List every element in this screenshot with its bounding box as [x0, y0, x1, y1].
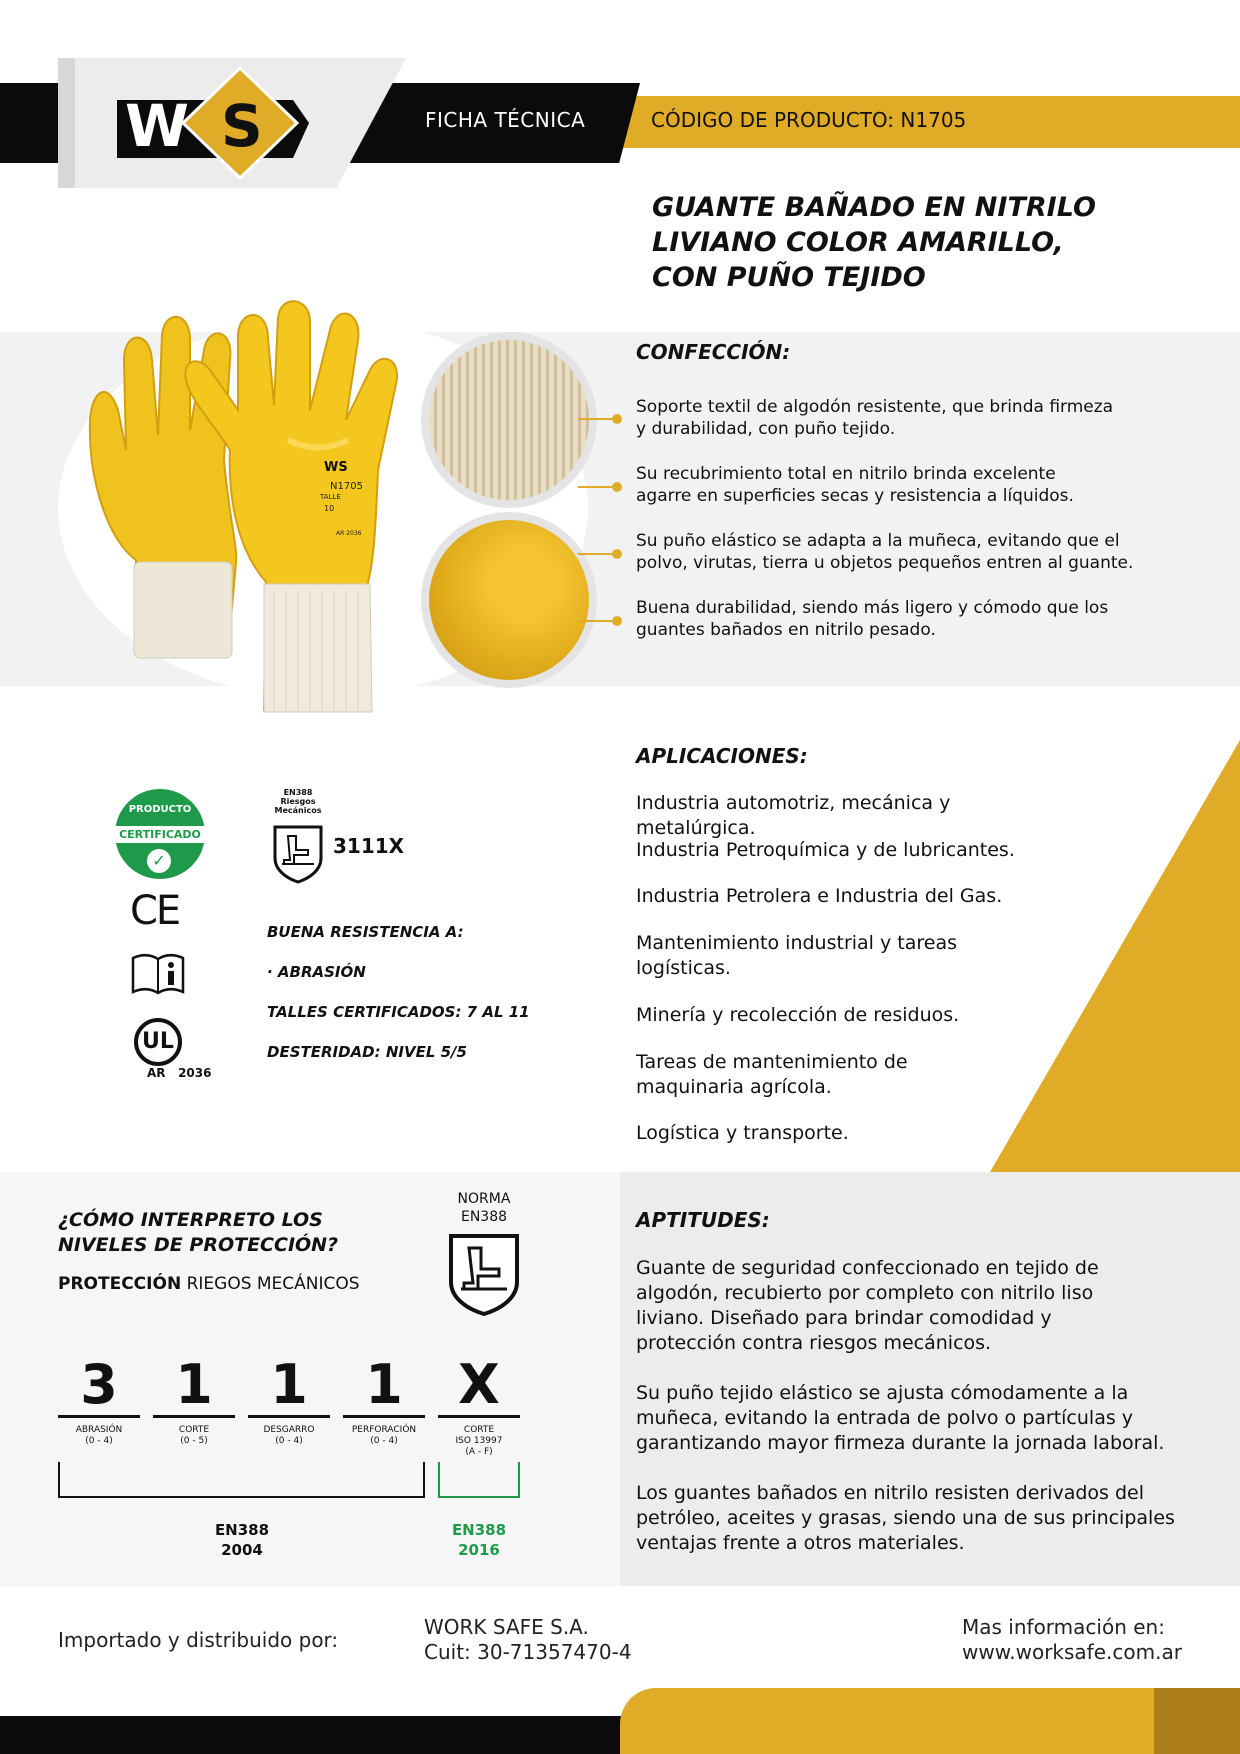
protection-type-rest: RIEGOS MECÁNICOS: [181, 1274, 360, 1294]
aplicacion-line: Logística y transporte.: [636, 1122, 849, 1144]
property-line: · ABRASIÓN: [267, 963, 366, 981]
ficha-tecnica-label: FICHA TÉCNICA: [425, 108, 586, 132]
en388-tag-line: EN388: [283, 788, 313, 797]
aptitudes-line: protección contra riesgos mecánicos.: [636, 1332, 992, 1354]
aplicacion-line: Industria Petrolera e Industria del Gas.: [636, 885, 1003, 907]
aptitudes-line: Su puño tejido elástico se ajusta cómodamente a la: [636, 1382, 1129, 1404]
connector-dot: [612, 549, 622, 559]
question-line: NIVELES DE PROTECCIÓN?: [58, 1234, 339, 1256]
aplicaciones-heading: APLICACIONES:: [636, 744, 808, 768]
fabric-texture-circle: [421, 332, 597, 508]
level-label: [153, 1425, 235, 1447]
level-label-line: DESGARRO: [263, 1425, 315, 1435]
level-abrasion: 3: [58, 1355, 140, 1418]
en388-shield-icon: [272, 824, 324, 884]
company-info: [424, 1615, 632, 1665]
confeccion-heading: CONFECCIÓN:: [636, 340, 791, 364]
title-line-2: LIVIANO COLOR AMARILLO,: [652, 227, 1064, 258]
footer-gold-bar: [620, 1688, 1240, 1754]
property-line: TALLES CERTIFICADOS: 7 AL 11: [267, 1003, 530, 1021]
confeccion-item-line: polvo, virutas, tierra u objetos pequeños entren al guante.: [636, 553, 1134, 573]
en388-shield-icon: [447, 1232, 521, 1318]
footer-dark-gold-block: [1154, 1688, 1240, 1754]
company-name: WORK SAFE S.A.: [424, 1615, 589, 1639]
importado-label: Importado y distribuido por:: [58, 1628, 339, 1652]
confeccion-item-line: Soporte textil de algodón resistente, que brinda firmeza: [636, 397, 1114, 417]
footer-black-bar: [0, 1716, 640, 1754]
aplicacion-item: [636, 931, 1056, 981]
more-info-label: Mas información en:: [962, 1615, 1165, 1639]
en388-tag-line: Riesgos: [280, 797, 316, 806]
confeccion-item-line: guantes bañados en nitrilo pesado.: [636, 620, 936, 640]
aptitudes-heading: APTITUDES:: [636, 1208, 770, 1232]
logo-letter-s: S: [221, 92, 263, 160]
en388-2016-label: [429, 1520, 529, 1560]
connector-dot: [612, 414, 622, 424]
level-label-line: (0 - 4): [275, 1436, 303, 1446]
badge-producto: PRODUCTO: [128, 804, 192, 815]
glove-image: [78, 300, 448, 720]
en388-tag: [270, 788, 326, 815]
level-label-line: (0 - 4): [85, 1436, 113, 1446]
level-label-line: ISO 13997: [455, 1436, 503, 1446]
confeccion-item: [636, 597, 1206, 641]
company-cuit: Cuit: 30-71357470-4: [424, 1640, 632, 1664]
en388-tag-line: Mecánicos: [274, 806, 322, 815]
norma-en388-label: [442, 1190, 526, 1226]
norma-line: NORMA: [457, 1191, 511, 1207]
level-perforacion: 1: [343, 1355, 425, 1418]
aptitudes-line: algodón, recubierto por completo con nitrilo liso: [636, 1282, 1094, 1304]
title-line-1: GUANTE BAÑADO EN NITRILO: [652, 192, 1096, 223]
level-label-line: CORTE: [463, 1425, 495, 1435]
aptitudes-line: petróleo, aceites y grasas, siendo una de sus principales: [636, 1507, 1175, 1529]
confeccion-item-line: y durabilidad, con puño tejido.: [636, 419, 896, 439]
property-line: DESTERIDAD: NIVEL 5/5: [267, 1043, 467, 1061]
ul-ar: AR: [147, 1066, 166, 1080]
level-desgarro: 1: [248, 1355, 330, 1418]
en388-2004-label: [192, 1520, 292, 1560]
ce-mark-icon: CE: [130, 888, 180, 934]
aptitudes-line: Guante de seguridad confeccionado en tejido de: [636, 1257, 1099, 1279]
aplicacion-line: Industria Petroquímica y de lubricantes.: [636, 839, 1015, 861]
en388-code: 3111X: [333, 834, 405, 858]
confeccion-item-line: Su puño elástico se adapta a la muñeca, evitando que el: [636, 531, 1120, 551]
en-year-line: 2016: [458, 1541, 500, 1559]
product-title: [652, 190, 1212, 295]
en-year-line: 2004: [221, 1541, 263, 1559]
norma-line: EN388: [460, 1209, 508, 1225]
level-label-line: (A - F): [465, 1447, 493, 1457]
aptitudes-paragraph-1: [636, 1256, 1226, 1356]
certified-product-badge: [115, 789, 205, 879]
level-label-line: (0 - 4): [370, 1436, 398, 1446]
aptitudes-line: ventajas frente a otros materiales.: [636, 1532, 965, 1554]
protection-type-bold: PROTECCIÓN: [58, 1274, 182, 1294]
level-label: [438, 1425, 520, 1458]
manual-info-icon: [130, 952, 186, 996]
en388-2004-bracket: [58, 1462, 425, 1498]
aplicacion-line: Mantenimiento industrial y tareas: [636, 932, 957, 954]
nitrile-texture-circle: [421, 512, 597, 688]
aplicacion-line: logísticas.: [636, 957, 731, 979]
aplicacion-item: [636, 791, 1056, 841]
ul-number: 2036: [178, 1066, 212, 1080]
glove-ar: AR 2036: [336, 530, 362, 537]
aptitudes-line: garantizando mayor firmeza durante la jornada laboral.: [636, 1432, 1165, 1454]
confeccion-item-line: Su recubrimiento total en nitrilo brinda excelente: [636, 464, 1056, 484]
level-label: [58, 1425, 140, 1447]
product-code: CÓDIGO DE PRODUCTO: N1705: [651, 108, 967, 132]
aplicacion-line: Minería y recolección de residuos.: [636, 1004, 960, 1026]
protection-type: [58, 1274, 360, 1294]
aplicacion-line: Industria automotriz, mecánica y metalúrgica.: [636, 792, 951, 839]
question-line: ¿CÓMO INTERPRETO LOS: [58, 1209, 323, 1231]
aplicacion-item: [636, 1050, 1056, 1100]
connector-dot: [612, 616, 622, 626]
connector-dot: [612, 482, 622, 492]
ul-code: [147, 1066, 211, 1080]
confeccion-item-line: Buena durabilidad, siendo más ligero y cómodo que los: [636, 598, 1109, 618]
en-year-line: EN388: [214, 1521, 270, 1539]
aptitudes-paragraph-3: [636, 1481, 1226, 1556]
logo-letter-w: W: [125, 92, 189, 160]
more-info: [962, 1615, 1182, 1665]
aplicacion-item: [636, 1003, 1056, 1028]
aptitudes-line: Los guantes bañados en nitrilo resisten derivados del: [636, 1482, 1145, 1504]
level-corte: 1: [153, 1355, 235, 1418]
aplicacion-line: Tareas de mantenimiento de: [636, 1051, 908, 1073]
protection-question: [58, 1208, 338, 1258]
aplicacion-item: [636, 838, 1056, 863]
website-link[interactable]: www.worksafe.com.ar: [962, 1640, 1182, 1664]
en-year-line: EN388: [451, 1521, 507, 1539]
confeccion-item: [636, 463, 1206, 507]
level-label-line: PERFORACIÓN: [351, 1425, 417, 1435]
level-corte-iso: X: [438, 1355, 520, 1418]
ul-mark-icon: UL: [134, 1018, 182, 1066]
title-line-3: CON PUÑO TEJIDO: [652, 262, 926, 293]
ws-logo: [115, 66, 315, 181]
confeccion-item: [636, 530, 1206, 574]
level-label: [248, 1425, 330, 1447]
check-icon: ✓: [147, 849, 171, 873]
aptitudes-line: muñeca, evitando la entrada de polvo o partículas y: [636, 1407, 1134, 1429]
glove-tag-logo: WS: [324, 460, 348, 475]
glove-model: N1705: [330, 481, 363, 492]
en388-2016-bracket: [438, 1462, 520, 1498]
property-line: BUENA RESISTENCIA A:: [267, 923, 464, 941]
level-label: [343, 1425, 425, 1447]
aplicacion-item: [636, 884, 1056, 909]
glove-size: 10: [324, 504, 335, 513]
aplicacion-line: maquinaria agrícola.: [636, 1076, 832, 1098]
level-label-line: CORTE: [178, 1425, 210, 1435]
badge-certificado: CERTIFICADO: [115, 826, 205, 843]
level-label-line: (0 - 5): [180, 1436, 208, 1446]
aptitudes-line: liviano. Diseñado para brindar comodidad y: [636, 1307, 1052, 1329]
aptitudes-paragraph-2: [636, 1381, 1226, 1456]
level-label-line: ABRASIÓN: [75, 1425, 123, 1435]
glove-talle: TALLE: [320, 493, 341, 501]
confeccion-item-line: agarre en superficies secas y resistencia a líquidos.: [636, 486, 1074, 506]
aplicacion-item: [636, 1121, 1056, 1146]
confeccion-item: [636, 396, 1206, 440]
